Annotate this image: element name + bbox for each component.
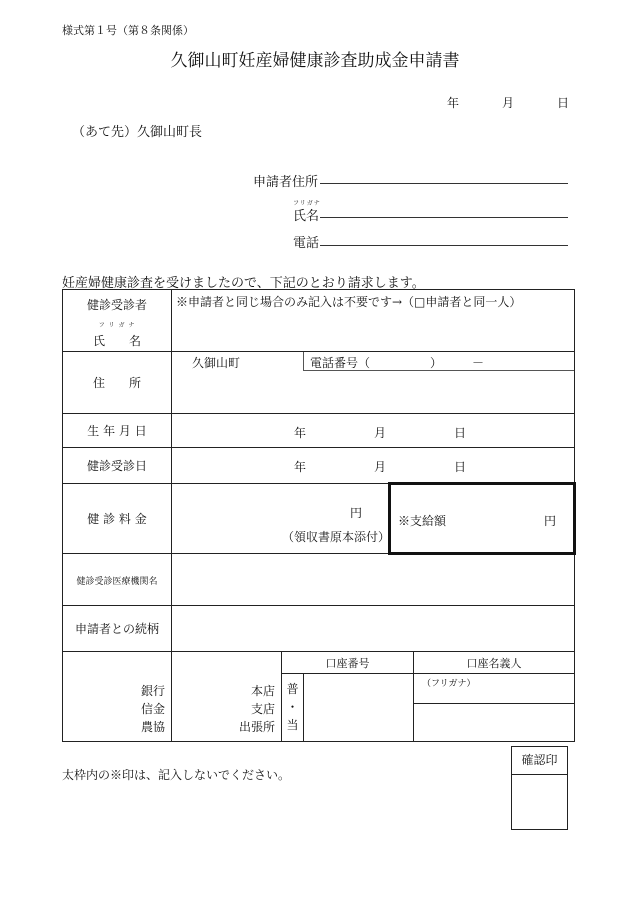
address-label: 住 所 [92,376,141,390]
account-type-cell[interactable] [282,674,304,742]
date-year: 年 [447,96,460,110]
address-town: 久御山町 [192,356,241,370]
birth-year: 年 [294,426,307,440]
applicant-phone-label: 電話 [293,236,320,251]
fee-unit: 円 [350,506,363,520]
examinee-label: 健診受診者 [86,298,147,312]
examinee-name-label: 氏 名 [92,334,141,348]
applicant-address-field[interactable] [320,182,568,184]
account-number-label: 口座番号 [325,656,370,670]
examinee-furigana: フ リ ガ ナ [98,322,136,329]
phone-number-label: 電話番号（ ） － [310,356,485,370]
fee-field[interactable] [172,484,390,554]
account-type-ordinary: 普 [286,682,299,696]
clinic-field[interactable] [172,554,575,606]
birth-day: 日 [454,426,467,440]
bank-type-cell[interactable] [63,652,172,742]
branch-type-2: 支店 [250,702,275,716]
applicant-name-label: 氏名 [293,209,320,224]
birth-date-label: 生 年 月 日 [87,424,147,438]
form-title: 久御山町妊産婦健康診査助成金申請書 [170,51,460,71]
clinic-label: 健診受診医療機関名 [76,576,158,587]
account-number-field[interactable] [304,674,414,742]
grant-amount-label: ※支給額 [398,514,447,528]
birth-month: 月 [374,426,387,440]
account-holder-header [414,652,575,674]
grant-amount-field [390,484,575,554]
intro-text: 妊産婦健康診査を受けましたので、下記のとおり請求します。 [62,276,425,291]
application-table [62,289,575,742]
addressee: （あて先）久御山町長 [72,125,203,140]
holder-furigana-field[interactable] [414,674,575,704]
relation-label: 申請者との続柄 [74,622,159,636]
applicant-furigana-label: フリガナ [293,200,321,207]
account-type-current: 当 [286,718,299,732]
exam-month: 月 [374,460,387,474]
branch-type-cell[interactable] [172,652,282,742]
account-holder-label: 口座名義人 [466,656,522,670]
applicant-name-field[interactable] [320,216,568,218]
receipt-note: （領収書原本添付） [282,530,391,544]
exam-date-field[interactable] [172,448,575,484]
stamp-label: 確認印 [512,751,567,775]
fee-label-cell [63,484,172,554]
examinee-name-cell [63,290,172,352]
same-applicant-note: ※申請者と同じ場合のみ記入は不要です→（□申請者と同一人） [176,295,522,309]
address-label-cell [63,352,172,414]
bank-type-3: 農協 [140,720,165,734]
exam-year: 年 [294,460,307,474]
phone-box[interactable] [303,352,574,371]
date-month: 月 [502,96,515,110]
bank-type-1: 銀行 [140,684,165,698]
birth-date-field[interactable] [172,414,575,448]
account-number-header [282,652,414,674]
birth-date-label-cell [63,414,172,448]
grant-amount-unit: 円 [544,514,557,528]
branch-type-3: 出張所 [238,720,275,734]
footer-note: 太枠内の※印は、記入しないでください。 [62,768,291,782]
exam-date-label-cell [63,448,172,484]
relation-label-cell [63,606,172,652]
branch-type-1: 本店 [250,684,275,698]
relation-field[interactable] [172,606,575,652]
fee-label: 健 診 料 金 [87,512,147,526]
account-type-dot: ・ [286,700,299,714]
exam-day: 日 [454,460,467,474]
bank-type-2: 信金 [140,702,165,716]
applicant-address-label: 申請者住所 [253,175,319,190]
form-number: 様式第１号（第８条関係） [62,24,194,37]
examinee-name-field[interactable] [172,290,575,352]
confirmation-stamp-box [511,746,568,830]
address-field[interactable] [172,352,575,414]
holder-name-field[interactable] [414,704,575,742]
date-day: 日 [557,96,570,110]
applicant-phone-field[interactable] [320,244,568,246]
exam-date-label: 健診受診日 [86,459,147,473]
holder-furigana-label: （フリガナ） [422,679,476,689]
clinic-label-cell [63,554,172,606]
